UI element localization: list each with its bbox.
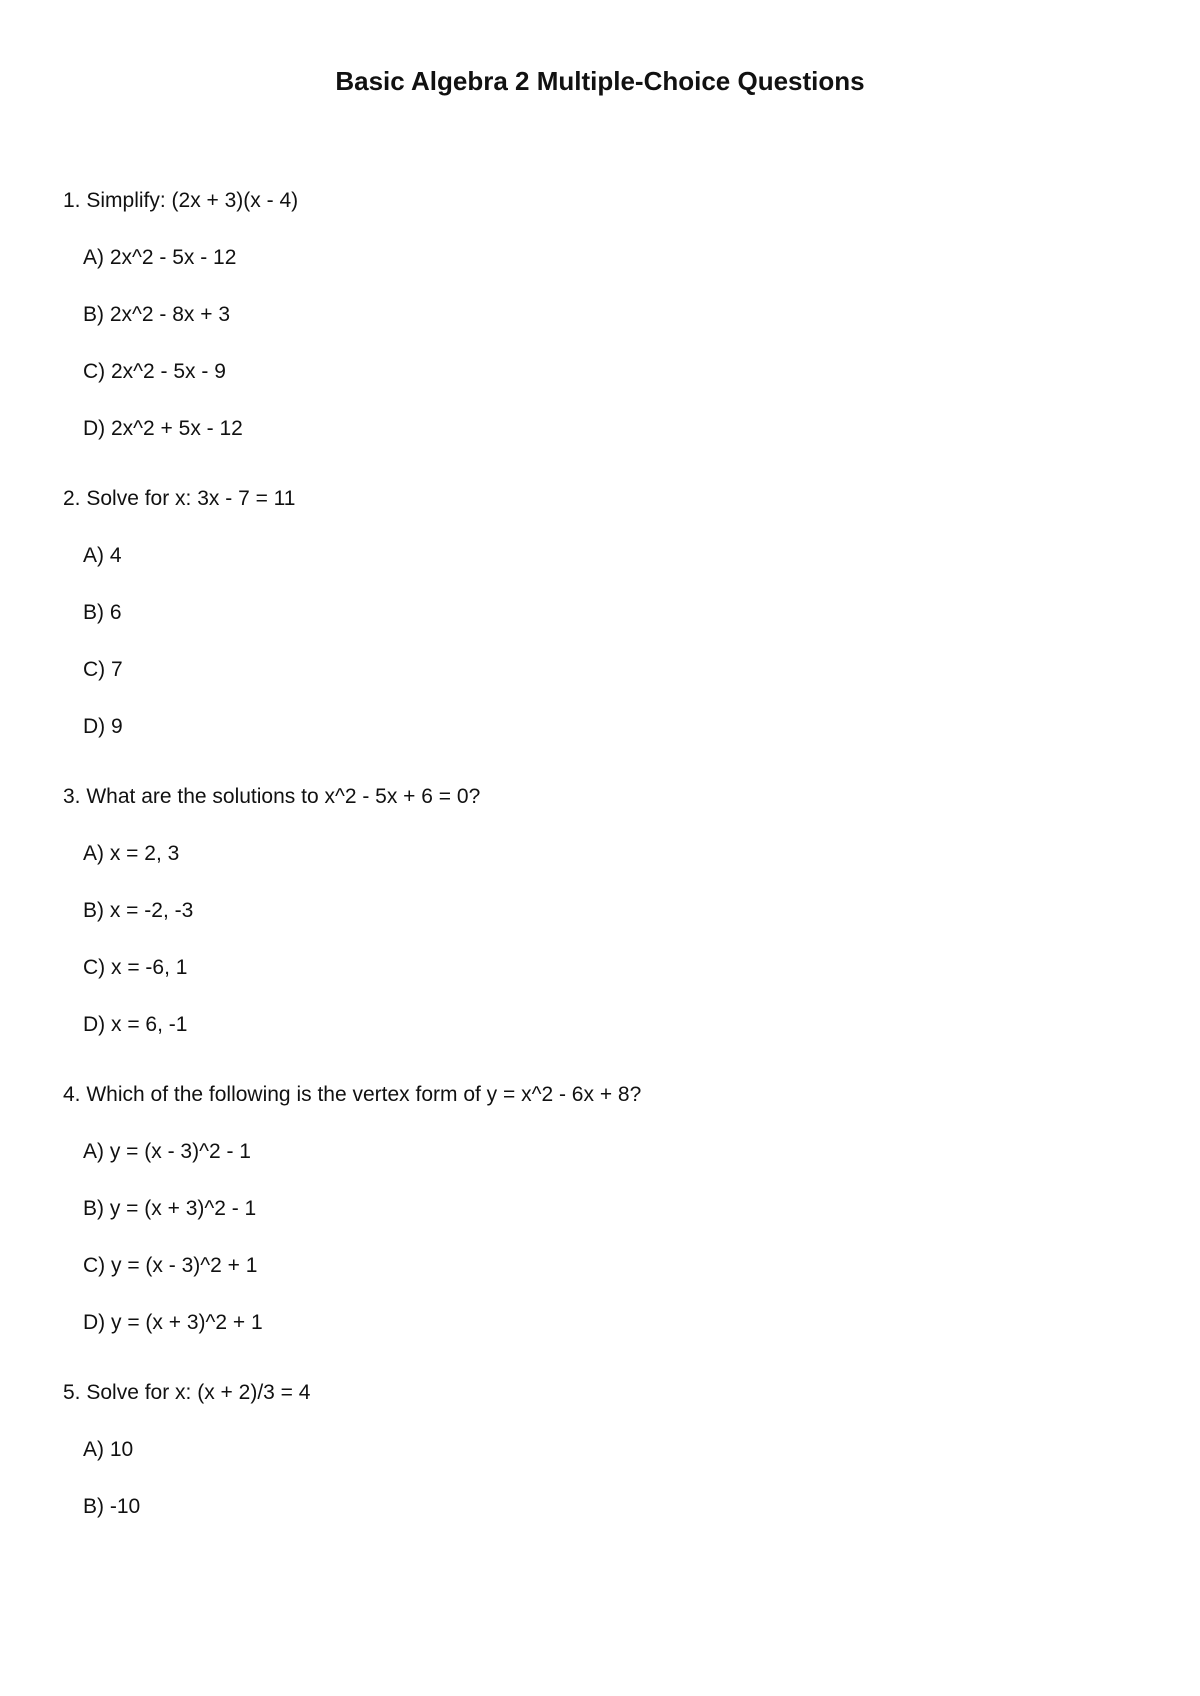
question-3 bbox=[63, 782, 1143, 1040]
question-list bbox=[63, 186, 1143, 1562]
question-5 bbox=[63, 1378, 1143, 1522]
question-2 bbox=[63, 484, 1143, 742]
question-text: 5. Solve for x: (x + 2)/3 = 4 bbox=[63, 1381, 311, 1404]
question-text: 1. Simplify: (2x + 3)(x - 4) bbox=[63, 189, 299, 212]
answer-option-d: D) x = 6, -1 bbox=[83, 1013, 188, 1036]
answer-option-b: B) x = -2, -3 bbox=[83, 899, 194, 922]
answer-option-c: C) 7 bbox=[83, 658, 123, 681]
answer-option-c: C) 2x^2 - 5x - 9 bbox=[83, 360, 226, 383]
question-text: 4. Which of the following is the vertex form of y = x^2 - 6x + 8? bbox=[63, 1083, 642, 1106]
question-1 bbox=[63, 186, 1143, 444]
answer-option-a: A) 10 bbox=[83, 1438, 134, 1461]
question-text: 3. What are the solutions to x^2 - 5x + 6 = 0? bbox=[63, 785, 481, 808]
answer-option-b: B) -10 bbox=[83, 1495, 141, 1518]
answer-option-c: C) y = (x - 3)^2 + 1 bbox=[83, 1254, 258, 1277]
answer-option-c: C) x = -6, 1 bbox=[83, 956, 188, 979]
answer-option-d: D) 9 bbox=[83, 715, 123, 738]
answer-option-a: A) x = 2, 3 bbox=[83, 842, 180, 865]
answer-option-a: A) y = (x - 3)^2 - 1 bbox=[83, 1140, 251, 1163]
answer-option-d: D) 2x^2 + 5x - 12 bbox=[83, 417, 243, 440]
answer-option-d: D) y = (x + 3)^2 + 1 bbox=[83, 1311, 263, 1334]
question-text: 2. Solve for x: 3x - 7 = 11 bbox=[63, 487, 296, 510]
answer-option-b: B) y = (x + 3)^2 - 1 bbox=[83, 1197, 257, 1220]
answer-option-b: B) 6 bbox=[83, 601, 122, 624]
page-title: Basic Algebra 2 Multiple-Choice Questions bbox=[335, 66, 865, 96]
answer-option-a: A) 2x^2 - 5x - 12 bbox=[83, 246, 237, 269]
answer-option-b: B) 2x^2 - 8x + 3 bbox=[83, 303, 230, 326]
answer-option-a: A) 4 bbox=[83, 544, 122, 567]
question-4 bbox=[63, 1080, 1143, 1338]
